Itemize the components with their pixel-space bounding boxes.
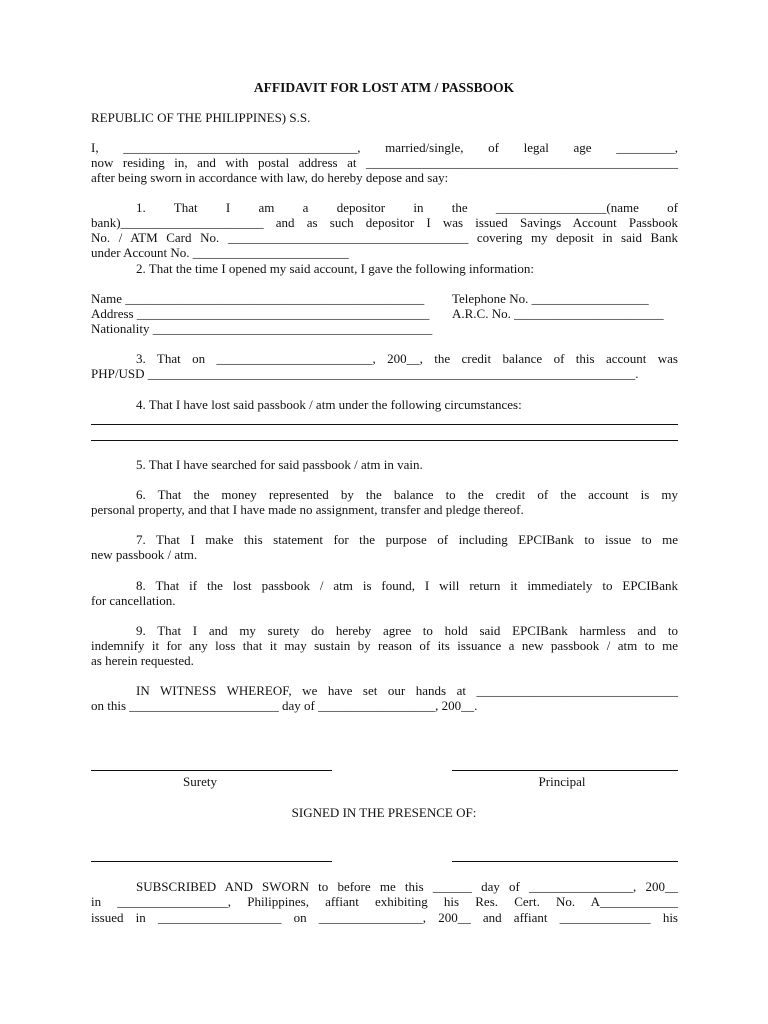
- para-4: 4. That I have lost said passbook / atm under the following circumstances:: [136, 397, 522, 412]
- witness-line-1: IN WITNESS WHEREOF, we have set our hands at _______________________________: [136, 683, 678, 698]
- para-9-line-1: 9. That I and my surety do hereby agree to hold said EPCIBank harmless and to: [136, 623, 678, 638]
- para-6-line-1: 6. That the money represented by the balance to the credit of the account is my: [136, 487, 678, 502]
- name-field: Name ______________________________________________: [91, 291, 425, 306]
- witness-1-signature-line: [91, 861, 332, 862]
- para-1-line-2: bank)______________________ and as such depositor I was issued Savings Account Passbook: [91, 215, 678, 230]
- address-field: Address _____________________________________________: [91, 306, 430, 321]
- para-8-line-2: for cancellation.: [91, 593, 176, 608]
- para-7-line-1: 7. That I make this statement for the purpose of including EPCIBank to issue to me: [136, 532, 678, 547]
- signed-in-presence-label: SIGNED IN THE PRESENCE OF:: [291, 805, 477, 820]
- witness-2-signature-line: [452, 861, 678, 862]
- witness-line-2: on this _______________________ day of __________________, 200__.: [91, 698, 478, 713]
- para-9-line-2: indemnify it for any loss that it may sustain by reason of its issuance a new passbook / atm to me: [91, 638, 678, 653]
- document-title: AFFIDAVIT FOR LOST ATM / PASSBOOK: [253, 80, 515, 95]
- circumstances-line-2: [91, 440, 678, 441]
- para-1-line-3: No. / ATM Card No. _____________________________________ covering my deposit in said Bank: [91, 230, 678, 245]
- para-9-line-3: as herein requested.: [91, 653, 194, 668]
- arc-field: A.R.C. No. _______________________: [452, 306, 664, 321]
- para-3-line-2: PHP/USD ___________________________________________________________________________.: [91, 366, 639, 381]
- nationality-field: Nationality ___________________________________________: [91, 321, 433, 336]
- circumstances-line-1: [91, 424, 678, 425]
- telephone-field: Telephone No. __________________: [452, 291, 649, 306]
- subscribed-line-2: in _________________, Philippines, affiant exhibiting his Res. Cert. No. A____________: [91, 894, 678, 909]
- surety-label: Surety: [183, 774, 217, 789]
- para-5: 5. That I have searched for said passbook / atm in vain.: [136, 457, 423, 472]
- venue-line: REPUBLIC OF THE PHILIPPINES) S.S.: [91, 110, 311, 125]
- principal-signature-line: [452, 770, 678, 771]
- para-6-line-2: personal property, and that I have made no assignment, transfer and pledge thereof.: [91, 502, 524, 517]
- intro-line-2: now residing in, and with postal address at ________________________________________________: [91, 155, 678, 170]
- para-7-line-2: new passbook / atm.: [91, 547, 198, 562]
- para-3-line-1: 3. That on ________________________, 200__, the credit balance of this account was: [136, 351, 678, 366]
- subscribed-line-3: issued in ___________________ on ________________, 200__ and affiant ______________ his: [91, 910, 678, 925]
- principal-label: Principal: [538, 774, 586, 789]
- intro-line-3: after being sworn in accordance with law, do hereby depose and say:: [91, 170, 449, 185]
- surety-signature-line: [91, 770, 332, 771]
- para-2: 2. That the time I opened my said account, I gave the following information:: [136, 261, 534, 276]
- para-8-line-1: 8. That if the lost passbook / atm is found, I will return it immediately to EPCIBank: [136, 578, 678, 593]
- subscribed-line-1: SUBSCRIBED AND SWORN to before me this ______ day of ________________, 200__: [136, 879, 678, 894]
- para-1-line-4: under Account No. ________________________: [91, 245, 349, 260]
- para-1-line-1: 1. That I am a depositor in the _________________(name of: [136, 200, 678, 215]
- intro-line-1: I, ____________________________________, married/single, of legal age _________,: [91, 140, 678, 155]
